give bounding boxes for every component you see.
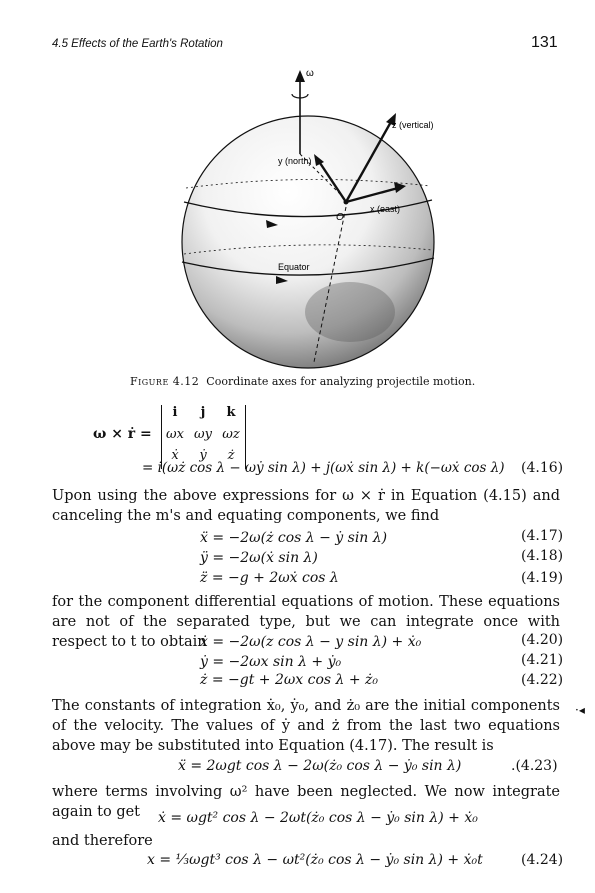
- equation-number: (4.19): [521, 570, 564, 586]
- paragraph: The constants of integration ẋ₀, ẏ₀, and ż₀ are the initial components of the velocity. The values of ẏ and ż from the last two equations above may be substituted into Equation (4.17). The result is: [52, 698, 560, 754]
- equation-number: (4.17): [521, 528, 564, 544]
- paragraph: for the component differential equations of motion. These equations are not of the separated type, but we can integrate once with respect to t to obtain: [52, 594, 560, 650]
- x-label: x (east): [370, 204, 401, 214]
- shadow-region: [305, 282, 395, 342]
- det-cell: ẋ: [171, 448, 179, 463]
- equation-number: (4.24): [521, 852, 564, 868]
- eq-rhs: −2ω(ż cos λ − ẏ sin λ): [228, 530, 388, 546]
- equation-4-18: [200, 550, 318, 566]
- equation-number: .(4.23): [511, 758, 558, 774]
- equation-4-23: ẍ = 2ωgt cos λ − 2ω(ż₀ cos λ − ẏ₀ sin λ): [178, 758, 462, 774]
- det-cell: ωy: [194, 427, 212, 442]
- caption-lead: Figure 4.12: [130, 375, 200, 388]
- origin-label: O: [336, 212, 344, 223]
- equation-4-21: [200, 654, 341, 670]
- equator-label: Equator: [278, 262, 310, 272]
- equation-number: (4.16): [521, 460, 564, 476]
- equation-4-17: [200, 530, 387, 546]
- eq-rhs: −g + 2ωẋ cos λ: [228, 570, 339, 586]
- determinant-lhs: ω × ṙ =: [93, 426, 152, 442]
- eq-rhs: −gt + 2ωx cos λ + ż₀: [228, 672, 379, 688]
- equation-number: (4.21): [521, 652, 564, 668]
- figure-caption: [130, 375, 475, 388]
- eq-lhs: z̈ =: [200, 570, 224, 586]
- eq-rhs: −2ω(z cos λ − y sin λ) + ẋ₀: [228, 634, 422, 650]
- equation-4-20: [200, 634, 421, 650]
- margin-mark: ·◂: [575, 703, 585, 717]
- det-cell: k: [226, 405, 236, 420]
- earth-coordinate-figure: [160, 62, 460, 376]
- equation-4-22: [200, 672, 378, 688]
- paragraph: Upon using the above expressions for ω × ṙ in Equation (4.15) and canceling the m's and equating components, we find: [52, 488, 560, 524]
- earth-sphere: [182, 116, 434, 368]
- page-number: 131: [531, 34, 558, 51]
- equation-number: (4.18): [521, 548, 564, 564]
- equation-integrated: ẋ = ωgt² cos λ − 2ωt(ż₀ cos λ − ẏ₀ sin λ) + ẋ₀: [158, 810, 478, 826]
- equation-4-16: = i(ωż cos λ − ωẏ sin λ) + j(ωẋ sin λ) + k(−ωẋ cos λ): [142, 460, 505, 476]
- eq-lhs: ẋ =: [200, 634, 225, 650]
- eq-rhs: −2ω(ẋ sin λ): [228, 550, 318, 566]
- sphere-diagram: [160, 62, 460, 372]
- det-cell: ẏ: [199, 448, 207, 463]
- caption-text: Coordinate axes for analyzing projectile motion.: [206, 375, 476, 388]
- equation-4-19: [200, 570, 339, 586]
- origin-point: [344, 200, 349, 205]
- y-label: y (north): [278, 156, 312, 166]
- eq-lhs: ẏ =: [200, 654, 225, 670]
- det-cell: ż: [227, 448, 235, 463]
- omega-label: ω: [306, 68, 314, 79]
- eq-lhs: ẍ =: [200, 530, 225, 546]
- det-cell: j: [200, 405, 206, 420]
- eq-rhs: −2ωx sin λ + ẏ₀: [228, 654, 342, 670]
- det-cell: ωz: [222, 427, 240, 442]
- z-label: z (vertical): [392, 120, 434, 130]
- eq-lhs: ż =: [200, 672, 224, 688]
- eq-lhs: ÿ =: [200, 550, 225, 566]
- paragraph: and therefore: [52, 833, 153, 849]
- running-header: 4.5 Effects of the Earth's Rotation: [52, 38, 223, 50]
- equation-number: (4.22): [521, 672, 564, 688]
- omega-arrow-icon: [295, 70, 305, 82]
- equation-number: (4.20): [521, 632, 564, 648]
- det-cell: i: [172, 405, 178, 420]
- det-cell: ωx: [166, 427, 184, 442]
- equation-4-24: x = ⅓ωgt³ cos λ − ωt²(ż₀ cos λ − ẏ₀ sin λ) + ẋ₀t: [147, 852, 483, 868]
- paragraph: where terms involving ω² have been neglected. We now integrate again to get: [52, 784, 560, 820]
